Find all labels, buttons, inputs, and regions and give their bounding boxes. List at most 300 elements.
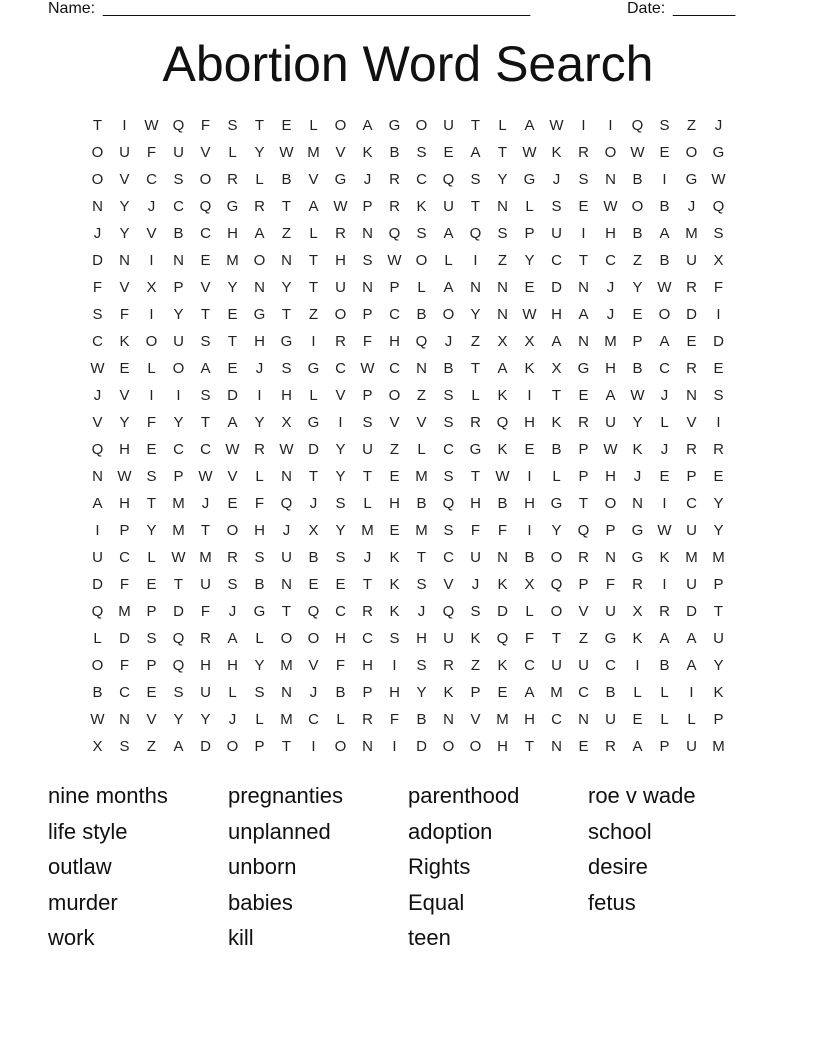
grid-letter: E — [443, 144, 454, 161]
grid-letter: I — [392, 657, 397, 674]
grid-letter: X — [92, 738, 103, 755]
grid-letter: S — [173, 684, 184, 701]
grid-letter: I — [662, 171, 667, 188]
grid-letter: R — [362, 711, 373, 728]
grid-letter: Y — [173, 306, 184, 323]
grid-letter: L — [525, 198, 534, 215]
grid-letter: H — [200, 657, 211, 674]
grid-letter: W — [360, 360, 375, 377]
grid-letter: N — [92, 468, 103, 485]
grid-letter: N — [362, 225, 373, 242]
grid-letter: T — [497, 144, 508, 161]
grid-letter: S — [119, 738, 130, 755]
grid-letter: V — [119, 387, 130, 404]
grid-letter: R — [254, 198, 265, 215]
grid-letter: L — [255, 630, 264, 647]
grid-letter: Y — [281, 279, 292, 296]
grid-letter: N — [254, 279, 265, 296]
grid-letter: Y — [497, 171, 508, 188]
grid-letter: U — [200, 576, 211, 593]
grid-letter: C — [605, 252, 616, 269]
grid-letter: K — [389, 603, 400, 620]
word-list-item: life style — [48, 818, 128, 844]
grid-letter: Z — [470, 657, 481, 674]
grid-letter: Y — [524, 252, 535, 269]
grid-letter: M — [712, 549, 725, 566]
grid-letter: S — [551, 198, 562, 215]
grid-letter: Q — [577, 522, 590, 539]
grid-letter: I — [95, 522, 100, 539]
grid-letter: I — [338, 414, 343, 431]
grid-letter: Z — [470, 333, 481, 350]
grid-letter: S — [254, 684, 265, 701]
grid-letter: B — [416, 306, 427, 323]
grid-letter: T — [524, 738, 535, 755]
grid-letter: B — [551, 441, 562, 458]
grid-letter: P — [713, 576, 724, 593]
grid-letter: O — [550, 549, 563, 566]
grid-letter: V — [200, 279, 211, 296]
grid-letter: J — [228, 603, 237, 620]
grid-letter: Z — [389, 441, 400, 458]
grid-letter: M — [280, 657, 293, 674]
grid-letter: S — [227, 117, 238, 134]
grid-letter: X — [632, 603, 643, 620]
grid-letter: C — [605, 657, 616, 674]
word-list-item: Rights — [408, 854, 471, 879]
grid-letter: O — [253, 252, 266, 269]
grid-letter: P — [389, 279, 400, 296]
grid-letter: S — [497, 225, 508, 242]
grid-letter: A — [227, 630, 238, 647]
grid-letter: I — [527, 522, 532, 539]
grid-letter: U — [713, 630, 724, 647]
grid-letter: E — [713, 468, 724, 485]
grid-letter: Y — [200, 711, 211, 728]
grid-letter: V — [578, 603, 589, 620]
word-list-item: desire — [588, 854, 648, 879]
grid-letter: O — [172, 360, 185, 377]
grid-letter: W — [279, 441, 294, 458]
grid-letter: T — [416, 549, 427, 566]
grid-letter: L — [525, 603, 534, 620]
grid-letter: P — [470, 684, 481, 701]
grid-letter: F — [146, 144, 157, 161]
grid-letter: G — [253, 306, 266, 323]
grid-letter: W — [657, 279, 672, 296]
grid-letter: E — [578, 387, 589, 404]
grid-letter: Y — [632, 414, 643, 431]
grid-letter: I — [662, 576, 667, 593]
grid-letter: Q — [91, 441, 104, 458]
grid-letter: L — [552, 468, 561, 485]
word-list-item: Equal — [408, 889, 465, 915]
grid-letter: K — [389, 576, 400, 593]
grid-letter: O — [145, 333, 158, 350]
grid-letter: I — [473, 252, 478, 269]
grid-letter: M — [118, 603, 131, 620]
grid-letter: F — [119, 576, 130, 593]
grid-letter: J — [633, 468, 642, 485]
grid-letter: N — [578, 711, 589, 728]
grid-letter: U — [470, 549, 481, 566]
grid-letter: K — [389, 549, 400, 566]
grid-letter: N — [281, 252, 292, 269]
grid-letter: O — [226, 738, 239, 755]
grid-letter: C — [200, 441, 211, 458]
grid-letter: V — [389, 414, 400, 431]
grid-letter: U — [605, 414, 616, 431]
grid-letter: R — [200, 630, 211, 647]
grid-letter: H — [362, 657, 373, 674]
grid-letter: F — [92, 279, 103, 296]
grid-letter: S — [416, 225, 427, 242]
grid-letter: I — [257, 387, 262, 404]
grid-letter: P — [632, 333, 643, 350]
grid-letter: H — [227, 225, 238, 242]
grid-letter: L — [147, 549, 156, 566]
grid-letter: I — [689, 684, 694, 701]
grid-letter: L — [255, 711, 264, 728]
grid-letter: O — [415, 117, 428, 134]
grid-letter: M — [604, 333, 617, 350]
grid-letter: U — [551, 225, 562, 242]
letter-grid — [84, 112, 732, 760]
grid-letter: W — [117, 468, 132, 485]
grid-letter: Q — [631, 117, 644, 134]
grid-letter: H — [524, 495, 535, 512]
grid-letter: Q — [172, 117, 185, 134]
grid-letter: V — [686, 414, 697, 431]
grid-letter: G — [469, 441, 482, 458]
grid-letter: Q — [91, 603, 104, 620]
word-list — [48, 781, 768, 959]
grid-letter: L — [444, 252, 453, 269]
grid-letter: V — [470, 711, 481, 728]
grid-letter: Y — [254, 657, 265, 674]
grid-letter: S — [173, 171, 184, 188]
grid-letter: R — [362, 603, 373, 620]
grid-letter: X — [524, 576, 535, 593]
grid-letter: B — [416, 495, 427, 512]
grid-letter: F — [389, 711, 400, 728]
grid-letter: C — [119, 684, 130, 701]
grid-letter: G — [523, 171, 536, 188]
grid-letter: P — [362, 387, 373, 404]
grid-letter: G — [334, 171, 347, 188]
grid-letter: Y — [335, 468, 346, 485]
grid-letter: T — [308, 279, 319, 296]
grid-letter: O — [226, 522, 239, 539]
grid-letter: Q — [442, 495, 455, 512]
grid-letter: K — [416, 198, 427, 215]
grid-letter: E — [119, 360, 130, 377]
grid-letter: K — [443, 684, 454, 701]
grid-letter: V — [443, 576, 454, 593]
grid-letter: R — [659, 603, 670, 620]
grid-letter: I — [527, 387, 532, 404]
grid-letter: H — [281, 387, 292, 404]
grid-letter: J — [309, 495, 318, 512]
grid-letter: N — [632, 495, 643, 512]
grid-letter: E — [227, 495, 238, 512]
grid-letter: T — [578, 252, 589, 269]
grid-letter: S — [200, 333, 211, 350]
grid-letter: N — [578, 333, 589, 350]
grid-letter: W — [549, 117, 564, 134]
grid-letter: Z — [281, 225, 292, 242]
word-list-item: murder — [48, 889, 118, 915]
grid-letter: H — [497, 738, 508, 755]
grid-letter: G — [631, 549, 644, 566]
grid-letter: W — [522, 306, 537, 323]
grid-letter: D — [92, 576, 103, 593]
grid-letter: R — [605, 738, 616, 755]
grid-letter: A — [686, 657, 697, 674]
grid-letter: P — [659, 738, 670, 755]
grid-letter: L — [309, 225, 318, 242]
grid-letter: N — [173, 252, 184, 269]
grid-letter: E — [659, 144, 670, 161]
grid-letter: S — [227, 576, 238, 593]
grid-letter: Q — [712, 198, 725, 215]
date-label: Date: — [627, 0, 666, 17]
grid-letter: Z — [686, 117, 697, 134]
grid-letter: T — [254, 117, 265, 134]
grid-letter: G — [307, 414, 320, 431]
grid-letter: W — [657, 522, 672, 539]
grid-letter: H — [389, 684, 400, 701]
grid-letter: B — [389, 144, 400, 161]
grid-letter: W — [603, 441, 618, 458]
grid-letter: B — [92, 684, 103, 701]
grid-letter: N — [497, 549, 508, 566]
grid-letter: I — [149, 306, 154, 323]
grid-letter: Q — [307, 603, 320, 620]
grid-letter: U — [605, 711, 616, 728]
grid-letter: R — [227, 549, 238, 566]
grid-letter: O — [631, 198, 644, 215]
grid-letter: H — [470, 495, 481, 512]
grid-letter: A — [92, 495, 103, 512]
grid-letter: T — [146, 495, 157, 512]
grid-letter: W — [144, 117, 159, 134]
grid-letter: N — [470, 279, 481, 296]
word-list-item: fetus — [588, 889, 636, 915]
grid-letter: T — [200, 306, 211, 323]
grid-letter: V — [335, 144, 346, 161]
grid-letter: N — [497, 198, 508, 215]
grid-letter: I — [176, 387, 181, 404]
grid-letter: R — [443, 657, 454, 674]
grid-letter: W — [225, 441, 240, 458]
grid-letter: H — [605, 360, 616, 377]
grid-letter: C — [578, 684, 589, 701]
grid-letter: J — [255, 360, 264, 377]
grid-letter: T — [470, 468, 481, 485]
grid-letter: T — [308, 252, 319, 269]
grid-letter: F — [200, 603, 211, 620]
grid-letter: O — [91, 657, 104, 674]
grid-letter: N — [281, 468, 292, 485]
grid-letter: T — [281, 306, 292, 323]
grid-letter: J — [471, 576, 480, 593]
grid-letter: F — [497, 522, 508, 539]
grid-letter: J — [552, 171, 561, 188]
grid-letter: I — [311, 738, 316, 755]
grid-letter: C — [389, 360, 400, 377]
word-list-item: kill — [228, 925, 254, 950]
grid-letter: C — [335, 360, 346, 377]
grid-letter: Q — [199, 198, 212, 215]
grid-letter: R — [686, 441, 697, 458]
grid-letter: I — [149, 252, 154, 269]
grid-letter: W — [387, 252, 402, 269]
grid-letter: U — [443, 198, 454, 215]
grid-letter: J — [714, 117, 723, 134]
grid-letter: L — [255, 171, 264, 188]
grid-letter: M — [685, 549, 698, 566]
grid-letter: Q — [280, 495, 293, 512]
grid-letter: L — [498, 117, 507, 134]
grid-letter: H — [335, 252, 346, 269]
grid-letter: C — [686, 495, 697, 512]
grid-letter: N — [605, 549, 616, 566]
grid-letter: N — [281, 576, 292, 593]
word-list-item: parenthood — [408, 783, 520, 808]
grid-letter: T — [362, 576, 373, 593]
grid-letter: G — [226, 198, 239, 215]
grid-letter: I — [311, 333, 316, 350]
grid-letter: Z — [416, 387, 427, 404]
grid-letter: A — [605, 387, 616, 404]
grid-letter: Q — [496, 630, 509, 647]
grid-letter: F — [119, 657, 130, 674]
grid-letter: A — [686, 630, 697, 647]
grid-letter: P — [578, 468, 589, 485]
grid-letter: M — [280, 711, 293, 728]
grid-letter: I — [527, 468, 532, 485]
grid-letter: Y — [119, 414, 130, 431]
grid-letter: L — [660, 684, 669, 701]
grid-letter: S — [335, 549, 346, 566]
grid-letter: S — [659, 117, 670, 134]
grid-letter: A — [524, 684, 535, 701]
grid-letter: C — [173, 198, 184, 215]
grid-letter: Q — [388, 225, 401, 242]
grid-letter: B — [308, 549, 319, 566]
grid-letter: G — [604, 630, 617, 647]
grid-letter: S — [389, 630, 400, 647]
grid-letter: X — [713, 252, 724, 269]
grid-letter: C — [200, 225, 211, 242]
grid-letter: Q — [172, 657, 185, 674]
grid-letter: U — [686, 738, 697, 755]
grid-letter: S — [254, 549, 265, 566]
grid-letter: V — [92, 414, 103, 431]
grid-letter: W — [603, 198, 618, 215]
grid-letter: A — [227, 414, 238, 431]
grid-letter: U — [686, 252, 697, 269]
grid-letter: P — [713, 711, 724, 728]
grid-letter: D — [92, 252, 103, 269]
grid-letter: T — [281, 603, 292, 620]
grid-letter: W — [522, 144, 537, 161]
grid-letter: Z — [146, 738, 157, 755]
grid-letter: B — [659, 198, 670, 215]
grid-letter: P — [578, 441, 589, 458]
grid-letter: A — [308, 198, 319, 215]
grid-letter: S — [713, 225, 724, 242]
grid-letter: V — [146, 711, 157, 728]
grid-letter: S — [200, 387, 211, 404]
grid-letter: C — [551, 711, 562, 728]
grid-letter: H — [524, 414, 535, 431]
header — [48, 0, 748, 20]
grid-letter: O — [388, 387, 401, 404]
grid-letter: C — [659, 360, 670, 377]
grid-letter: D — [308, 441, 319, 458]
grid-letter: A — [497, 360, 508, 377]
grid-letter: T — [470, 360, 481, 377]
grid-letter: H — [605, 468, 616, 485]
grid-letter: U — [443, 117, 454, 134]
grid-letter: N — [92, 198, 103, 215]
grid-letter: I — [581, 117, 586, 134]
grid-letter: Y — [119, 198, 130, 215]
grid-letter: R — [227, 171, 238, 188]
grid-letter: K — [551, 414, 562, 431]
grid-letter: M — [307, 144, 320, 161]
grid-letter: S — [416, 144, 427, 161]
grid-letter: S — [92, 306, 103, 323]
grid-letter: O — [334, 738, 347, 755]
grid-letter: S — [578, 171, 589, 188]
grid-letter: L — [660, 711, 669, 728]
grid-letter: S — [443, 387, 454, 404]
grid-letter: O — [604, 144, 617, 161]
grid-letter: O — [658, 306, 671, 323]
grid-letter: T — [551, 387, 562, 404]
grid-letter: A — [632, 738, 643, 755]
grid-letter: E — [632, 711, 643, 728]
name-label: Name: — [48, 0, 96, 17]
grid-letter: X — [551, 360, 562, 377]
grid-letter: E — [713, 360, 724, 377]
grid-letter: I — [662, 495, 667, 512]
grid-letter: K — [497, 441, 508, 458]
grid-letter: U — [578, 657, 589, 674]
grid-letter: D — [227, 387, 238, 404]
grid-letter: Y — [713, 522, 724, 539]
grid-letter: B — [632, 225, 643, 242]
grid-letter: E — [389, 522, 400, 539]
grid-letter: A — [659, 630, 670, 647]
grid-letter: S — [335, 495, 346, 512]
grid-letter: M — [172, 495, 185, 512]
grid-letter: J — [309, 684, 318, 701]
grid-letter: Y — [470, 306, 481, 323]
grid-letter: L — [228, 144, 237, 161]
grid-letter: Q — [172, 630, 185, 647]
grid-letter: J — [417, 603, 426, 620]
grid-letter: T — [362, 468, 373, 485]
grid-letter: M — [496, 711, 509, 728]
word-list-item: adoption — [408, 818, 493, 844]
grid-letter: R — [632, 576, 643, 593]
grid-letter: U — [551, 657, 562, 674]
grid-letter: C — [362, 630, 373, 647]
